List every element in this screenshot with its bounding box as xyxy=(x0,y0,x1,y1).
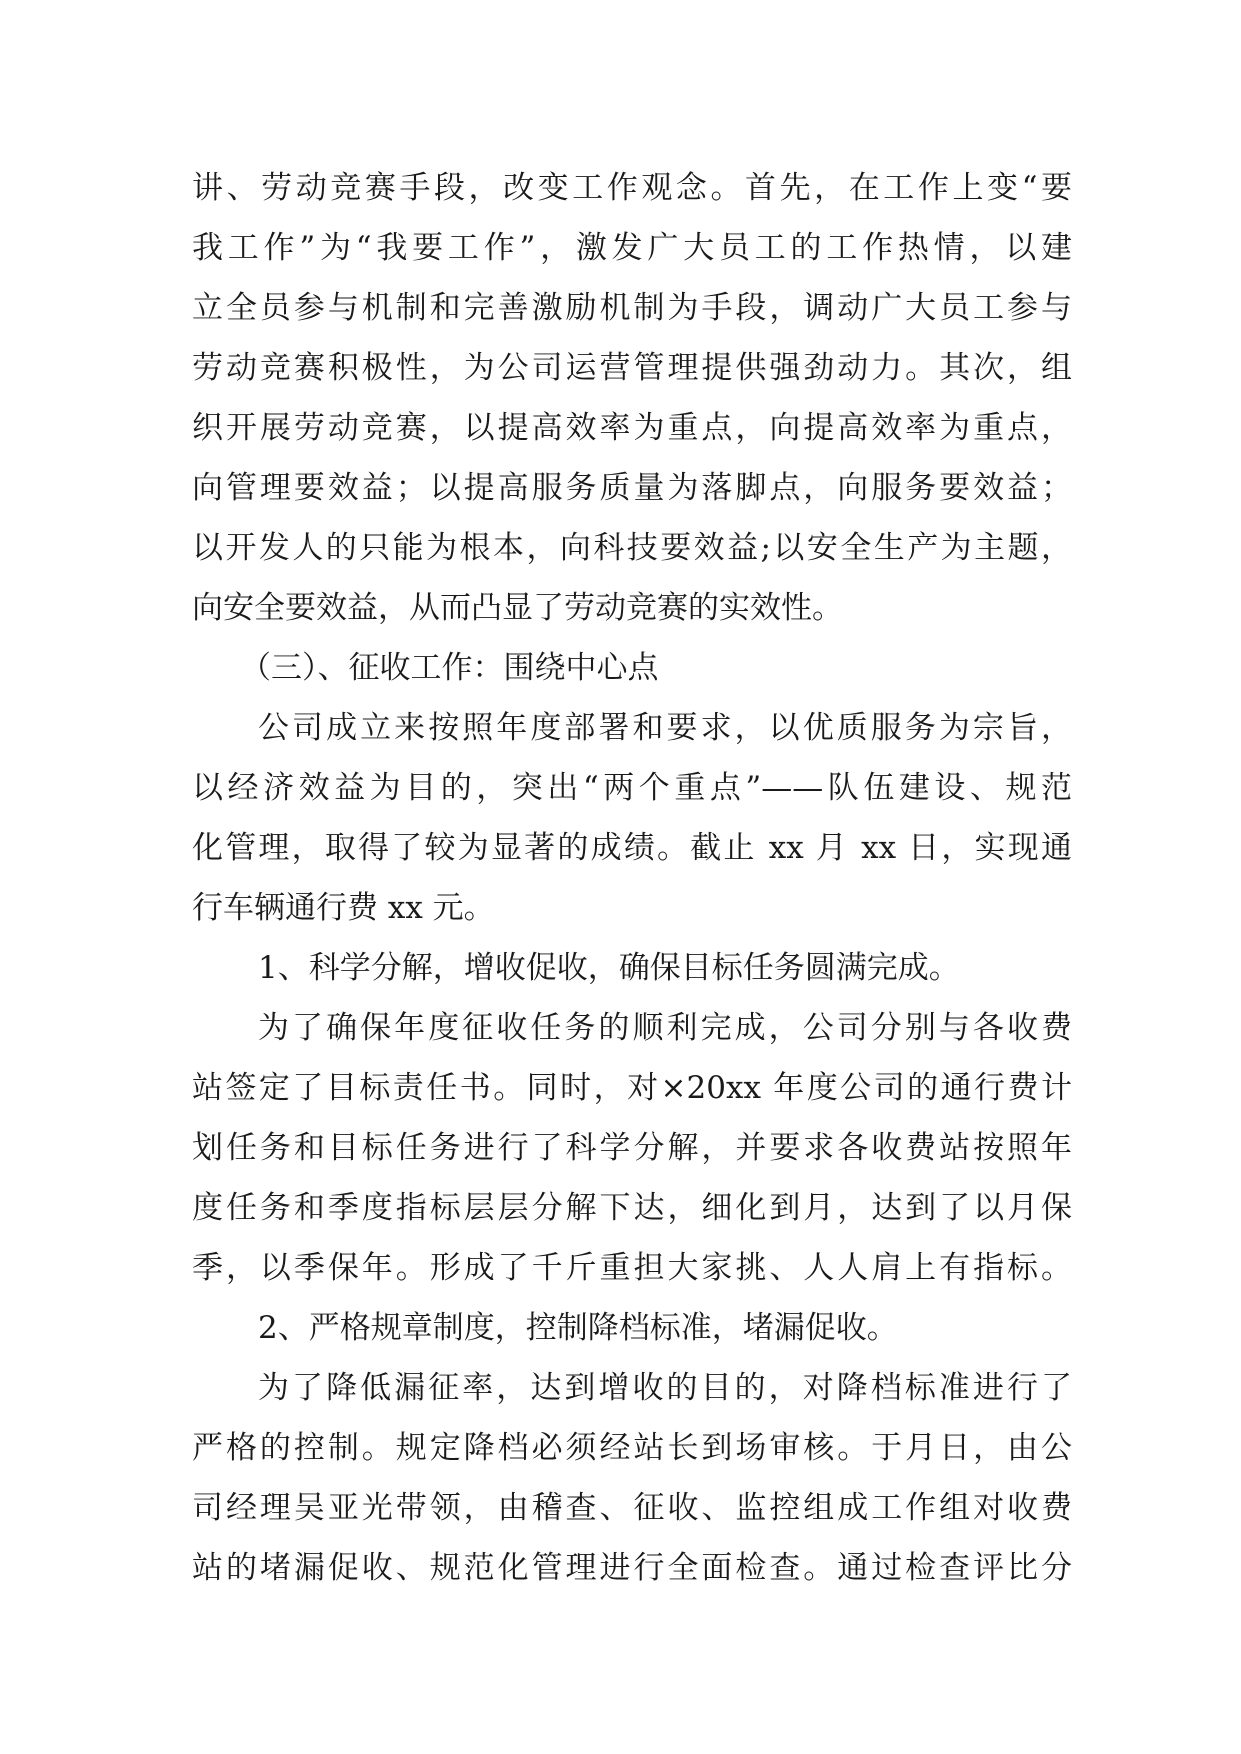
text-line: 劳动竞赛积极性，为公司运营管理提供强劲动力。其次，组 xyxy=(192,350,1072,386)
subsection-heading: 1、科学分解，增收促收，确保目标任务圆满完成。 xyxy=(258,950,960,986)
subsection-heading: 2、严格规章制度，控制降档标准，堵漏促收。 xyxy=(258,1310,898,1346)
text-line: 向管理要效益；以提高服务质量为落脚点，向服务要效益； xyxy=(192,470,1072,506)
text-line: 季，以季保年。形成了千斤重担大家挑、人人肩上有指标。 xyxy=(192,1250,1072,1286)
text-line: 严格的控制。规定降档必须经站长到场审核。于月日，由公 xyxy=(192,1430,1072,1466)
text-line: 站的堵漏促收、规范化管理进行全面检查。通过检查评比分 xyxy=(192,1550,1072,1586)
text-line: 度任务和季度指标层层分解下达，细化到月，达到了以月保 xyxy=(192,1190,1072,1226)
text-line: 划任务和目标任务进行了科学分解，并要求各收费站按照年 xyxy=(192,1130,1072,1166)
document-page xyxy=(192,158,1072,1598)
text-line: 为了确保年度征收任务的顺利完成，公司分别与各收费 xyxy=(258,1010,1072,1046)
text-line: 织开展劳动竞赛，以提高效率为重点，向提高效率为重点， xyxy=(192,410,1072,446)
text-line: 我工作”为“我要工作”，激发广大员工的工作热情，以建 xyxy=(192,230,1072,266)
text-line: 站签定了目标责任书。同时，对×20xx 年度公司的通行费计 xyxy=(192,1070,1072,1106)
text-line: 以开发人的只能为根本，向科技要效益;以安全生产为主题， xyxy=(192,530,1072,566)
text-line: 向安全要效益，从而凸显了劳动竞赛的实效性。 xyxy=(192,590,843,626)
text-line: 司经理吴亚光带领，由稽查、征收、监控组成工作组对收费 xyxy=(192,1490,1072,1526)
text-line: 公司成立来按照年度部署和要求，以优质服务为宗旨， xyxy=(258,710,1072,746)
section-heading: （三）、征收工作：围绕中心点 xyxy=(240,650,659,686)
text-line: 立全员参与机制和完善激励机制为手段，调动广大员工参与 xyxy=(192,290,1072,326)
text-line: 行车辆通行费 xx 元。 xyxy=(192,890,495,926)
text-line: 为了降低漏征率，达到增收的目的，对降档标准进行了 xyxy=(258,1370,1072,1406)
text-line: 化管理，取得了较为显著的成绩。截止 xx 月 xx 日，实现通 xyxy=(192,830,1072,866)
text-line: 以经济效益为目的，突出“两个重点”——队伍建设、规范 xyxy=(192,770,1072,806)
text-line: 讲、劳动竞赛手段，改变工作观念。首先，在工作上变“要 xyxy=(192,170,1072,206)
